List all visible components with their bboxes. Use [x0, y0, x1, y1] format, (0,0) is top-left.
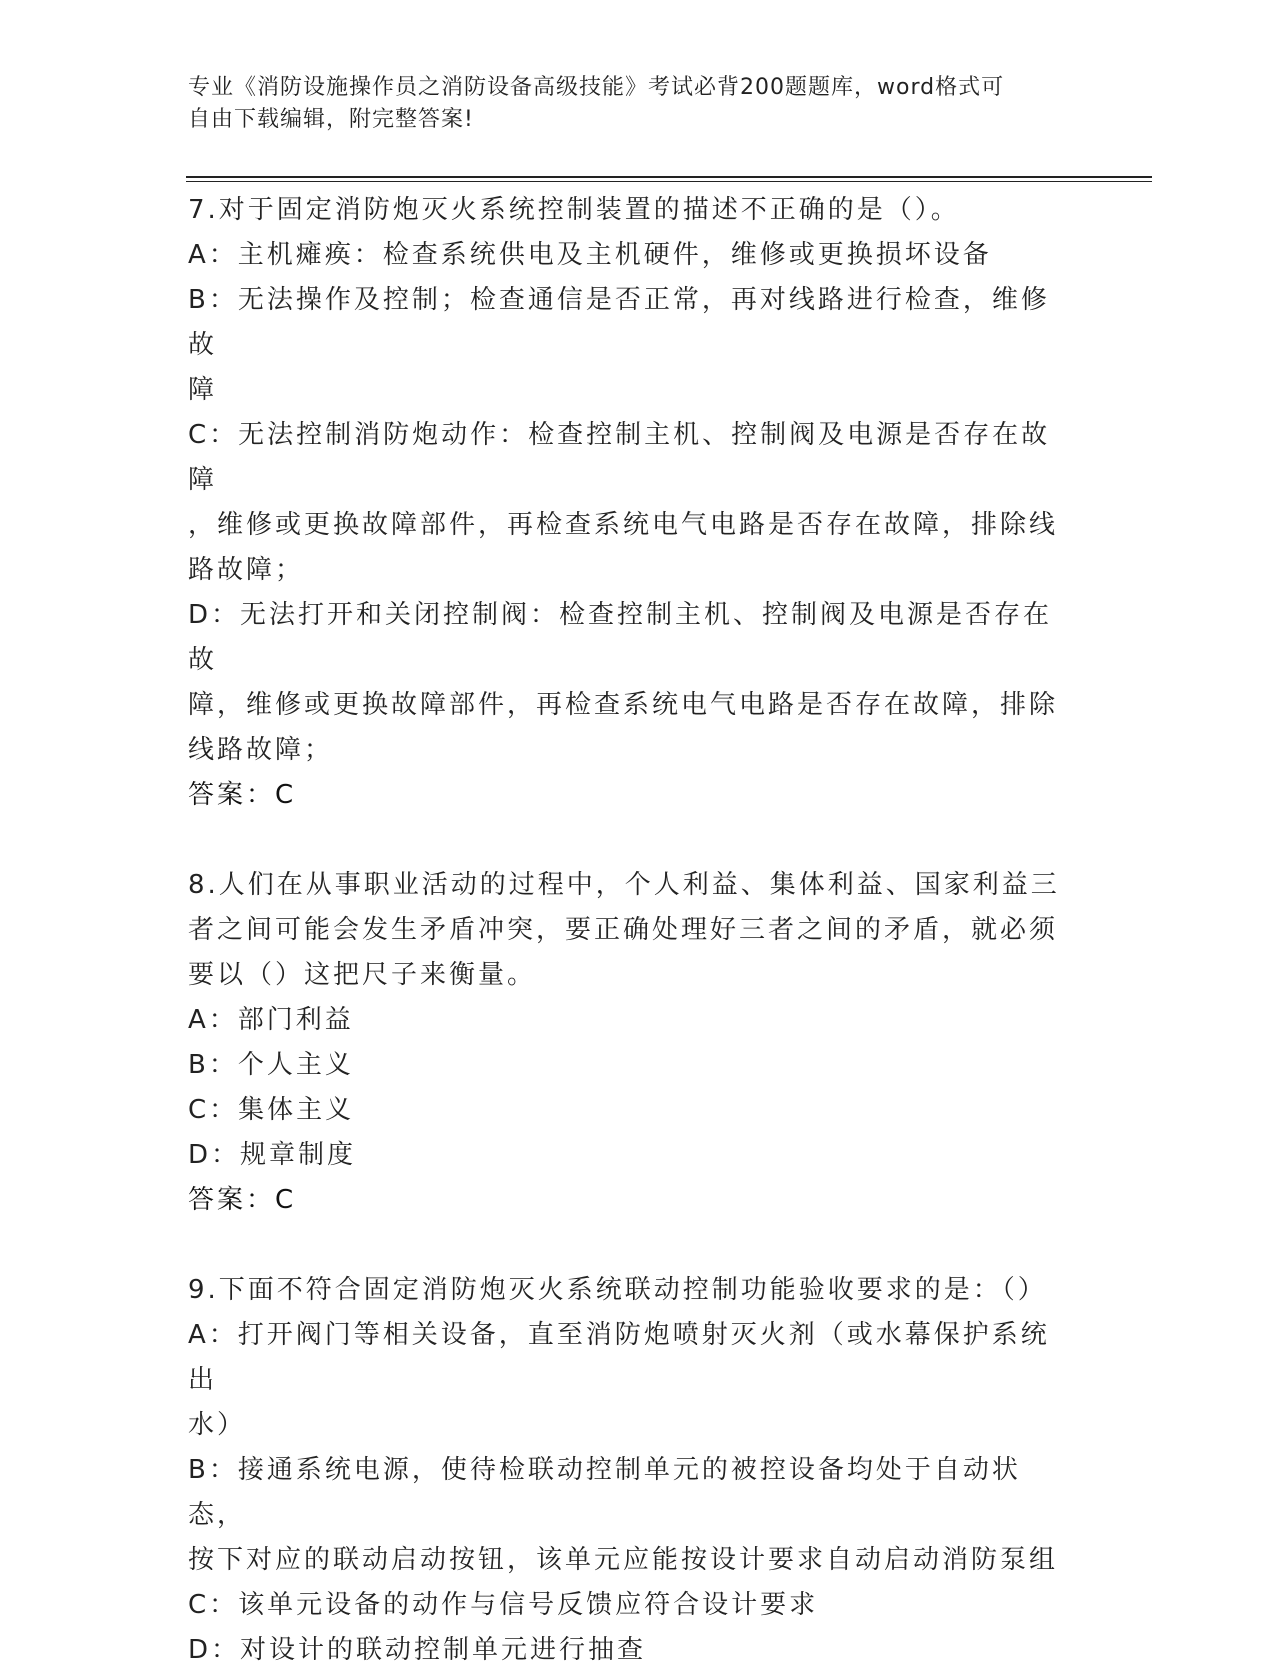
question-8	[188, 863, 1068, 1223]
option-a	[188, 1313, 1068, 1448]
answer-line: 答案：C	[188, 780, 297, 810]
question-stem: 者之间可能会发生矛盾冲突，要正确处理好三者之间的矛盾，就必须	[188, 915, 1059, 945]
header-line: 自由下载编辑，附完整答案!	[188, 107, 474, 132]
question-gap	[188, 1223, 1068, 1268]
option-b	[188, 278, 1068, 413]
answer-line: 答案：C	[188, 1185, 297, 1215]
question-9	[188, 1268, 1068, 1673]
option-c: C：该单元设备的动作与信号反馈应符合设计要求	[188, 1590, 819, 1620]
option-b-text: B：无法操作及控制；检查通信是否正常，再对线路进行检查，维修故	[188, 285, 1050, 360]
option-b-text: 按下对应的联动启动按钮，该单元应能按设计要求自动启动消防泵组	[188, 1545, 1059, 1575]
question-gap	[188, 818, 1068, 863]
option-b-text: 障	[188, 375, 218, 405]
question-stem: 要以（）这把尺子来衡量。	[188, 960, 537, 990]
option-c-text: C：无法控制消防炮动作：检查控制主机、控制阀及电源是否存在故障	[188, 420, 1051, 495]
option-d-text: 障，维修或更换故障部件，再检查系统电气电路是否存在故障，排除	[188, 690, 1059, 720]
option-d: D：规章制度	[188, 1140, 357, 1170]
question-7	[188, 188, 1068, 818]
option-c-text: 路故障；	[188, 555, 305, 585]
question-stem: 7.对于固定消防炮灭火系统控制装置的描述不正确的是（）。	[188, 195, 960, 225]
option-d: D：对设计的联动控制单元进行抽查	[188, 1635, 647, 1665]
question-list	[188, 188, 1068, 1673]
option-a	[188, 233, 1068, 278]
option-a-text: A：打开阀门等相关设备，直至消防炮喷射灭火剂（或水幕保护系统出	[188, 1320, 1050, 1395]
option-c-text: ，维修或更换故障部件，再检查系统电气电路是否存在故障，排除线	[188, 510, 1059, 540]
option-b: B：个人主义	[188, 1050, 354, 1080]
option-b	[188, 1448, 1068, 1583]
header-line: 专业《消防设施操作员之消防设备高级技能》考试必背200题题库，word格式可	[188, 75, 1005, 100]
document-header	[188, 72, 1068, 136]
header-divider-thin	[186, 181, 1152, 182]
option-d	[188, 593, 1068, 773]
option-d-text: D：无法打开和关闭控制阀：检查控制主机、控制阀及电源是否存在故	[188, 600, 1053, 675]
option-b-text: B：接通系统电源，使待检联动控制单元的被控设备均处于自动状态，	[188, 1455, 1021, 1530]
option-c	[188, 413, 1068, 593]
option-a-text: 水）	[188, 1410, 247, 1440]
question-stem: 9.下面不符合固定消防炮灭火系统联动控制功能验收要求的是：（）	[188, 1275, 1047, 1305]
question-stem: 8.人们在从事职业活动的过程中，个人利益、集体利益、国家利益三	[188, 870, 1060, 900]
option-d-text: 线路故障；	[188, 735, 334, 765]
option-a: A：部门利益	[188, 1005, 354, 1035]
option-a-text: A：主机瘫痪：检查系统供电及主机硬件，维修或更换损坏设备	[188, 240, 992, 270]
option-c: C：集体主义	[188, 1095, 355, 1125]
header-divider-thick	[186, 176, 1152, 178]
